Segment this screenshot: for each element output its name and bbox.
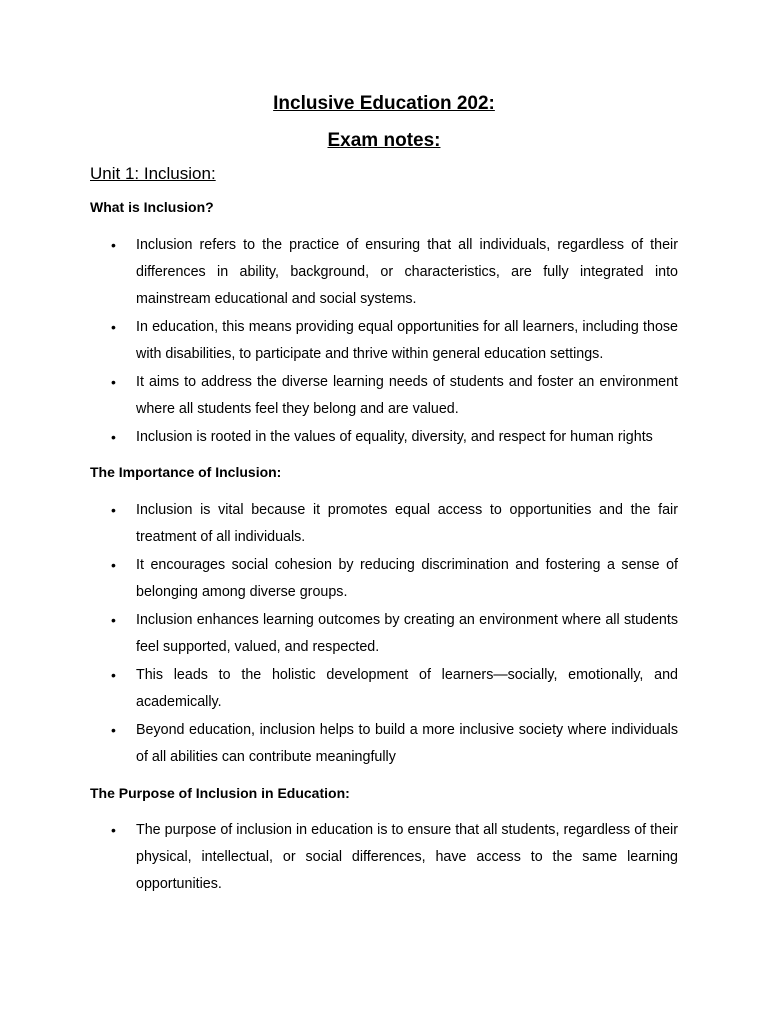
bullet-list-purpose — [108, 817, 678, 898]
bullet-icon: • — [111, 822, 116, 838]
list-item — [108, 552, 678, 606]
list-item — [108, 717, 678, 771]
bullet-icon: • — [111, 429, 116, 445]
bullet-list-importance — [108, 497, 678, 772]
list-item-text: The purpose of inclusion in education is to ensure that all students, regardless of their physical, intellectual, or social differences, have access to the same learning opportunities. — [136, 822, 678, 892]
list-item-text: It encourages social cohesion by reducing discrimination and fostering a sense of belonging among diverse groups. — [136, 557, 678, 600]
list-item-text: In education, this means providing equal opportunities for all learners, including those with disabilities, to participate and thrive within general education settings. — [136, 319, 678, 362]
list-item-text: It aims to address the diverse learning needs of students and foster an environment where all students feel they belong and are valued. — [136, 374, 678, 417]
bullet-icon: • — [111, 557, 116, 573]
list-item-text: Inclusion refers to the practice of ensuring that all individuals, regardless of their differences in ability, background, or characteristics, are fully integrated into mainstream educational and social systems. — [136, 237, 678, 307]
section-heading-what-is-inclusion: What is Inclusion? — [90, 199, 214, 215]
document-subtitle: Exam notes: — [327, 130, 441, 151]
list-item — [108, 607, 678, 661]
list-item — [108, 369, 678, 423]
list-item-text: Beyond education, inclusion helps to build a more inclusive society where individuals of all abilities can contribute meaningfully — [136, 722, 678, 765]
list-item-text: Inclusion enhances learning outcomes by creating an environment where all students feel supported, valued, and respected. — [136, 612, 678, 655]
document-title: Inclusive Education 202: — [273, 93, 495, 114]
section-heading-importance: The Importance of Inclusion: — [90, 464, 282, 480]
bullet-icon: • — [111, 237, 116, 253]
list-item-text: Inclusion is vital because it promotes equal access to opportunities and the fair treatment of all individuals. — [136, 502, 678, 545]
bullet-icon: • — [111, 722, 116, 738]
list-item — [108, 817, 678, 898]
list-item — [108, 424, 678, 451]
unit-heading: Unit 1: Inclusion: — [90, 164, 216, 183]
bullet-icon: • — [111, 612, 116, 628]
bullet-icon: • — [111, 667, 116, 683]
list-item — [108, 314, 678, 368]
bullet-icon: • — [111, 319, 116, 335]
list-item — [108, 497, 678, 551]
bullet-icon: • — [111, 374, 116, 390]
list-item — [108, 232, 678, 313]
list-item-text: This leads to the holistic development of learners—socially, emotionally, and academically. — [136, 667, 678, 710]
bullet-icon: • — [111, 502, 116, 518]
bullet-list-what-is-inclusion — [108, 232, 678, 452]
list-item — [108, 662, 678, 716]
section-heading-purpose: The Purpose of Inclusion in Education: — [90, 785, 350, 801]
list-item-text: Inclusion is rooted in the values of equality, diversity, and respect for human rights — [136, 429, 653, 445]
